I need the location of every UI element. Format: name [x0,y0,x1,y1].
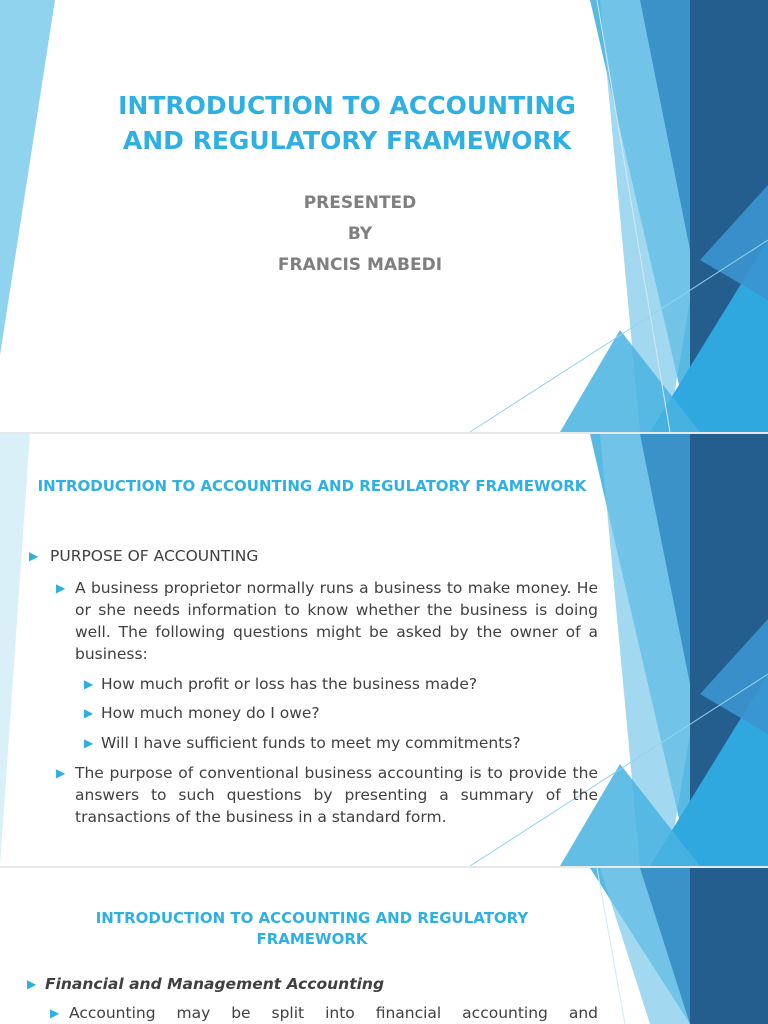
by-label: BY [347,224,373,244]
question-3-text: Will I have sufficient funds to meet my commitments? [101,734,521,752]
title-line-2: FRAMEWORK [256,930,368,948]
bullet-purpose-heading [29,545,600,567]
financial-management-slide [0,868,768,1024]
bullet-question-2 [84,702,598,724]
purpose-slide [0,434,768,866]
panel-dark [690,868,768,1024]
triangle-right-icon: ▶ [56,766,66,780]
bullet-question-3 [84,732,598,754]
title-slide [0,0,768,432]
purpose-heading-text: PURPOSE OF ACCOUNTING [50,547,259,565]
presenter-block [60,188,660,281]
triangle-right-icon: ▶ [27,977,37,991]
triangle-right-icon: ▶ [84,706,94,720]
left-accent-triangle [0,0,55,355]
slide-1-title [60,88,634,158]
title-line-1: INTRODUCTION TO ACCOUNTING AND REGULATORY [95,909,529,927]
financial-heading-text: Financial and Management Accounting [45,975,385,993]
bullet-financial-heading [27,973,595,995]
question-2-text: How much money do I owe? [101,704,320,722]
presenter-name: FRANCIS MABEDI [277,255,443,275]
para-1-text: Accounting may be split into financial accounting and [69,1004,598,1022]
triangle-right-icon: ▶ [50,1006,60,1020]
left-accent-strip [0,434,30,866]
bullet-para-1 [50,1002,598,1024]
para-1-text: A business proprietor normally runs a business to make money. He or she needs information to know whether the business is doing well. The following questions might be asked by the owner of a business: [75,579,598,663]
presented-label: PRESENTED [303,193,417,213]
triangle-right-icon: ▶ [84,736,94,750]
bullet-question-1 [84,673,598,695]
bullet-para-2 [56,762,598,828]
para-2-text: The purpose of conventional business accounting is to provide the answers to such questions by presenting a summary of the transactions of the business in a standard form. [75,764,598,826]
triangle-right-icon: ▶ [29,549,39,563]
triangle-right-icon: ▶ [84,677,94,691]
slide-2-title: INTRODUCTION TO ACCOUNTING AND REGULATORY FRAMEWORK [37,477,587,495]
triangle-right-icon: ▶ [56,581,66,595]
question-1-text: How much profit or loss has the business made? [101,675,478,693]
slide-3-title [60,908,564,950]
title-line-1: INTRODUCTION TO ACCOUNTING [118,91,576,120]
title-line-2: AND REGULATORY FRAMEWORK [122,126,572,155]
bullet-para-1 [56,577,598,665]
